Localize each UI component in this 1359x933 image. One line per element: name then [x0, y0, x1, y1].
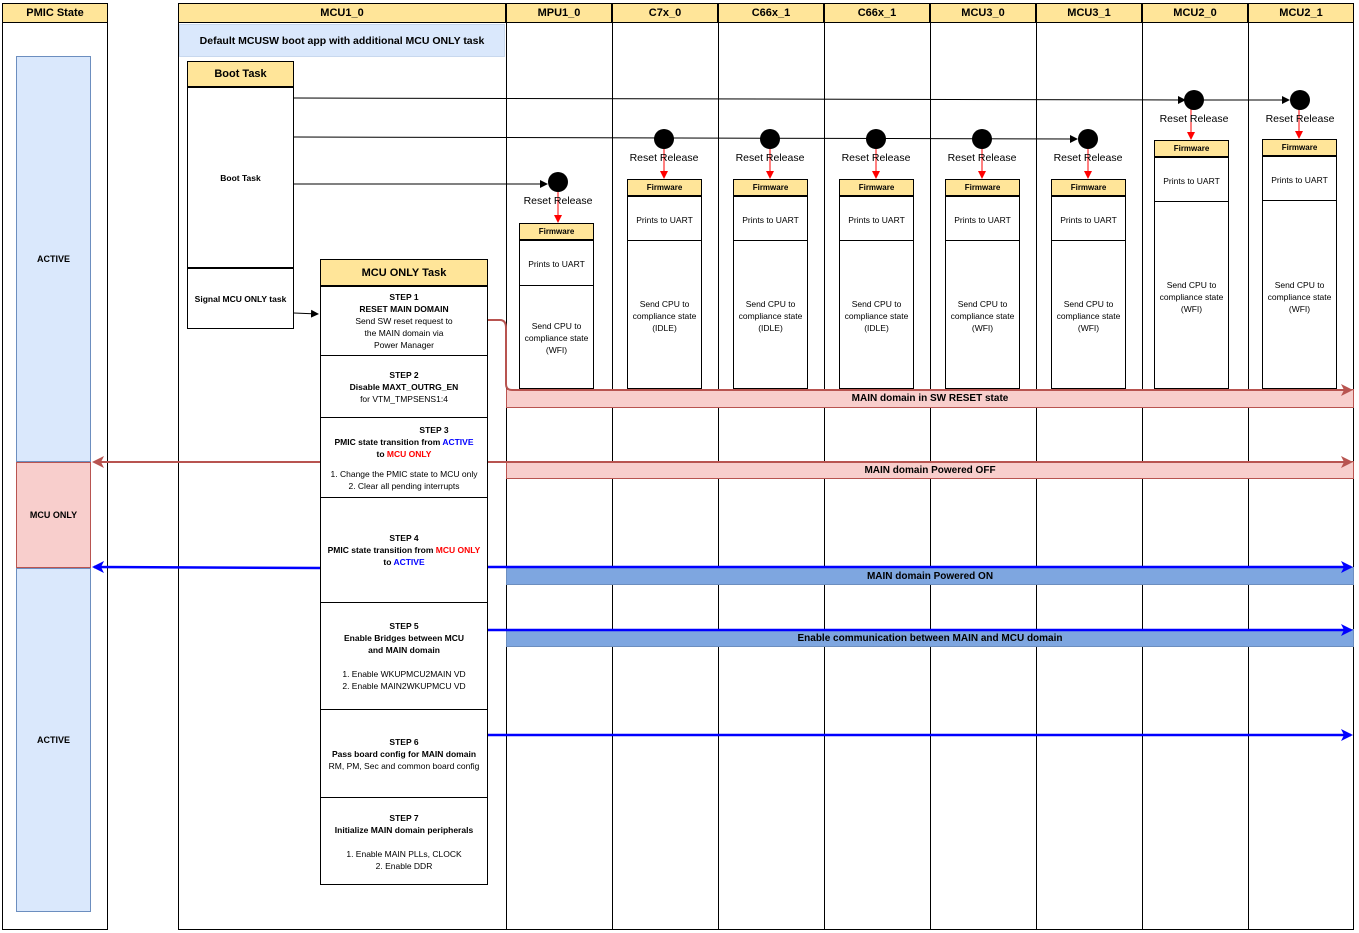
reset-release-label: Reset Release [1053, 152, 1123, 164]
step-number: STEP 7 [389, 813, 419, 823]
send-mode: (IDLE) [652, 323, 677, 333]
band-powered-on: MAIN domain Powered ON [506, 567, 1354, 585]
lane-header-mpu1-0: MPU1_0 [506, 3, 612, 23]
boot-arrow-main [294, 137, 1077, 139]
send-line-1: Send CPU to [957, 299, 1008, 309]
boot-arrow-mcu2 [294, 98, 1185, 100]
step-line: RM, PM, Sec and common board config [328, 761, 480, 771]
step-divider [320, 497, 488, 498]
firmware-block: Firmware [627, 179, 702, 196]
prints-uart-text: Prints to UART [528, 259, 585, 269]
send-line-1: Send CPU to [639, 299, 690, 309]
reset-release-label: Reset Release [841, 152, 911, 164]
reset-dot [548, 172, 568, 192]
step-title: Enable Bridges between MCU [344, 633, 464, 643]
send-mode: (WFI) [1077, 323, 1100, 333]
send-line-1: Send CPU to [531, 321, 582, 331]
step-title-2 [320, 448, 488, 460]
step-7 [320, 812, 488, 872]
send-line-2: compliance state [738, 311, 803, 321]
send-line-2: compliance state [950, 311, 1015, 321]
send-line-1: Send CPU to [745, 299, 796, 309]
step-title-text: PMIC state transition from [334, 437, 441, 447]
state-mcu-only: MCU ONLY [386, 449, 432, 459]
firmware-block: Firmware [1262, 139, 1337, 156]
step-divider [320, 602, 488, 603]
reset-dot [1290, 90, 1310, 110]
prints-uart-text: Prints to UART [636, 215, 693, 225]
lane-header-mcu2-0: MCU2_0 [1142, 3, 1248, 23]
send-line-2: compliance state [524, 333, 589, 343]
mcu-only-task-title: MCU ONLY Task [320, 259, 488, 286]
to-word: to [376, 449, 385, 459]
step-title-2: and MAIN domain [368, 645, 440, 655]
lane-header-c66x-b: C66x_1 [824, 3, 930, 23]
step-number: STEP 4 [389, 533, 419, 543]
send-mode: (WFI) [545, 345, 568, 355]
step-divider [320, 355, 488, 356]
lane-header-mcu3-1: MCU3_1 [1036, 3, 1142, 23]
send-line-1: Send CPU to [851, 299, 902, 309]
lane-header-mcu3-0: MCU3_0 [930, 3, 1036, 23]
signal-arrow [294, 313, 318, 314]
step-number: STEP 5 [389, 621, 419, 631]
reset-release-label: Reset Release [947, 152, 1017, 164]
step-number: STEP 6 [389, 737, 419, 747]
step-line: Send SW reset request to [355, 316, 453, 326]
step-title [320, 544, 488, 556]
pmic-state-mcu-only: MCU ONLY [16, 462, 91, 568]
prints-uart-text: Prints to UART [1163, 176, 1220, 186]
send-line-1: Send CPU to [1166, 280, 1217, 290]
reset-dot [972, 129, 992, 149]
step-title-2 [320, 556, 488, 568]
lane-header-c7x-0: C7x_0 [612, 3, 718, 23]
reset-release-label: Reset Release [1159, 113, 1229, 125]
to-word: to [383, 557, 392, 567]
send-line-2: compliance state [1267, 292, 1332, 302]
send-mode: (IDLE) [864, 323, 889, 333]
step-line: the MAIN domain via [364, 328, 444, 338]
step-line: 2. Clear all pending interrupts [348, 481, 460, 491]
step-number: STEP 3 [419, 425, 449, 435]
band-powered-off: MAIN domain Powered OFF [506, 461, 1354, 479]
firmware-block: Firmware [945, 179, 1020, 196]
step-2 [320, 369, 488, 405]
reset-dot [1078, 129, 1098, 149]
reset-dot [866, 129, 886, 149]
step-title: Pass board config for MAIN domain [331, 749, 477, 759]
send-mode: (IDLE) [758, 323, 783, 333]
step-divider [320, 709, 488, 710]
reset-dot [760, 129, 780, 149]
pmic-header: PMIC State [2, 3, 108, 23]
lane-header-mcu1-0: MCU1_0 [178, 3, 506, 23]
step-1 [320, 291, 488, 351]
lane-header-mcu2-1: MCU2_1 [1248, 3, 1354, 23]
step-number: STEP 2 [389, 370, 419, 380]
send-mode: (WFI) [1180, 304, 1203, 314]
state-active: ACTIVE [393, 557, 425, 567]
pmic-state-active-top: ACTIVE [16, 56, 91, 462]
send-line-2: compliance state [1056, 311, 1121, 321]
step-line: 1. Enable WKUPMCU2MAIN VD [342, 669, 466, 679]
send-mode: (WFI) [971, 323, 994, 333]
reset-dot [654, 129, 674, 149]
powered-on-arrow-left [94, 567, 320, 568]
banner: Default MCUSW boot app with additional MCU ONLY task [179, 24, 505, 57]
step-number: STEP 1 [389, 292, 419, 302]
lane-header-c66x-a: C66x_1 [718, 3, 824, 23]
prints-uart-text: Prints to UART [848, 215, 905, 225]
band-sw-reset: MAIN domain in SW RESET state [506, 389, 1354, 408]
step-line: 1. Change the PMIC state to MCU only [330, 469, 478, 479]
firmware-block: Firmware [733, 179, 808, 196]
step-line: for VTM_TMPSENS1:4 [360, 394, 448, 404]
send-line-2: compliance state [1159, 292, 1224, 302]
reset-path [488, 320, 1351, 390]
step-title: RESET MAIN DOMAIN [359, 304, 449, 314]
reset-release-label: Reset Release [523, 195, 593, 207]
step-title: Disable MAXT_OUTRG_EN [349, 382, 459, 392]
band-enable-comm: Enable communication between MAIN and MCU domain [506, 629, 1354, 647]
step-5 [320, 620, 488, 692]
step-title [320, 436, 488, 448]
send-line-2: compliance state [844, 311, 909, 321]
firmware-block: Firmware [1051, 179, 1126, 196]
boot-task-body: Boot Task [187, 87, 294, 268]
send-line-2: compliance state [632, 311, 697, 321]
firmware-block: Firmware [1154, 140, 1229, 157]
prints-uart-text: Prints to UART [954, 215, 1011, 225]
pmic-state-active-bottom: ACTIVE [16, 568, 91, 912]
prints-uart-text: Prints to UART [742, 215, 799, 225]
state-mcu-only: MCU ONLY [435, 545, 481, 555]
reset-dot [1184, 90, 1204, 110]
step-divider [320, 797, 488, 798]
step-title: Initialize MAIN domain peripherals [334, 825, 474, 835]
step-6 [320, 736, 488, 772]
send-line-1: Send CPU to [1063, 299, 1114, 309]
step-line: 2. Enable MAIN2WKUPMCU VD [342, 681, 466, 691]
boot-task-title: Boot Task [187, 61, 294, 87]
send-mode: (WFI) [1288, 304, 1311, 314]
prints-uart-text: Prints to UART [1060, 215, 1117, 225]
firmware-block: Firmware [839, 179, 914, 196]
step-4 [320, 532, 488, 568]
signal-mcu-only-task: Signal MCU ONLY task [187, 268, 294, 329]
state-active: ACTIVE [442, 437, 474, 447]
step-title-text: PMIC state transition from [327, 545, 434, 555]
send-line-1: Send CPU to [1274, 280, 1325, 290]
step-3 [320, 424, 488, 492]
step-line: Power Manager [373, 340, 434, 350]
reset-release-label: Reset Release [735, 152, 805, 164]
step-line: 1. Enable MAIN PLLs, CLOCK [346, 849, 462, 859]
step-divider [320, 417, 488, 418]
reset-release-label: Reset Release [629, 152, 699, 164]
prints-uart-text: Prints to UART [1271, 175, 1328, 185]
firmware-block: Firmware [519, 223, 594, 240]
reset-release-label: Reset Release [1265, 113, 1335, 125]
step-line: 2. Enable DDR [375, 861, 433, 871]
